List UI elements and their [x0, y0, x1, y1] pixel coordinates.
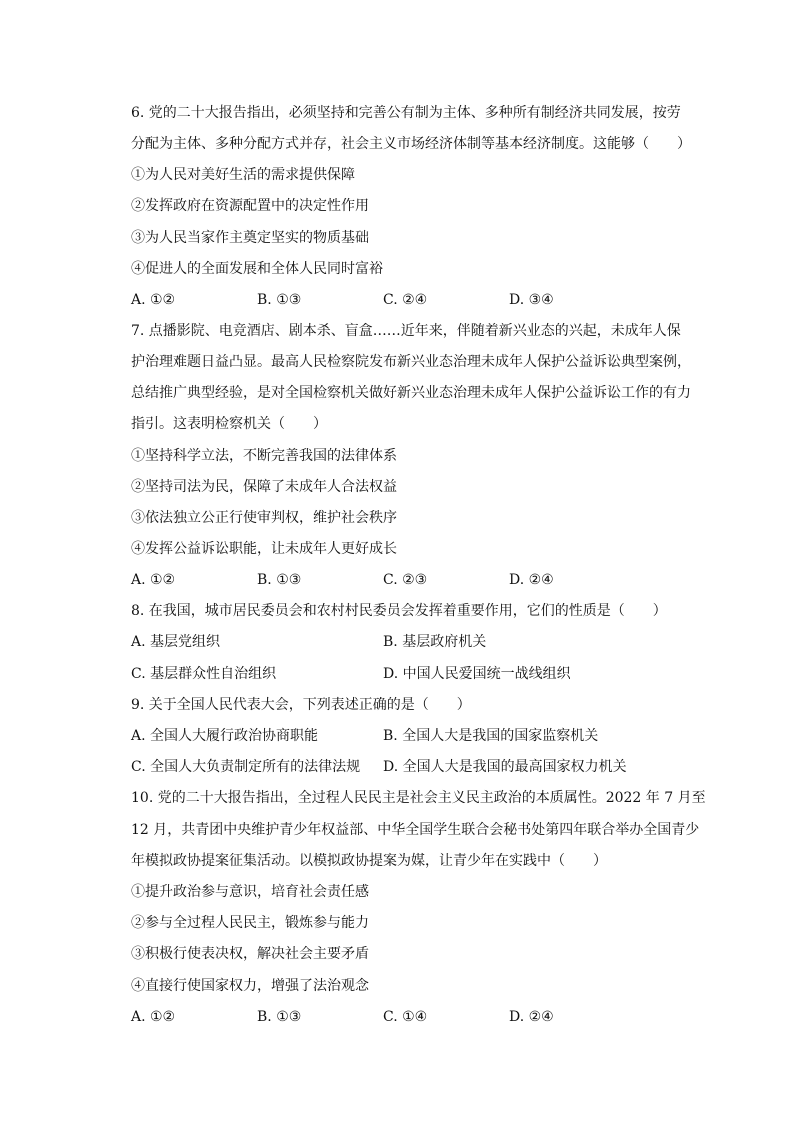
option-d[interactable]: D. ②④ [509, 572, 554, 588]
question-stem-line: 12 月，共青团中央维护青少年权益部、中华全国学生联合会秘书处第四年联合举办全国青少 [131, 822, 700, 838]
question-stem-line: 指引。这表明检察机关（ ） [131, 416, 327, 432]
statement: ④发挥公益诉讼职能，让未成年人更好成长 [131, 541, 397, 557]
statement: ④直接行使国家权力，增强了法治观念 [131, 978, 369, 994]
question-stem-line: 年模拟政协提案征集活动。以模拟政协提案为媒，让青少年在实践中（ ） [131, 853, 607, 869]
question-stem-line: 10. 党的二十大报告指出，全过程人民民主是社会主义民主政治的本质属性。2022 年 7 月至 [131, 790, 706, 806]
question-stem-line: 9. 关于全国人民代表大会，下列表述正确的是（ ） [131, 697, 471, 713]
option-b[interactable]: B. 全国人大是我国的国家监察机关 [383, 728, 599, 744]
question-stem-line: 分配为主体、多种分配方式并存，社会主义市场经济体制等基本经济制度。这能够（ ） [131, 136, 691, 152]
option-c[interactable]: C. ②④ [383, 292, 428, 308]
statement: ③依法独立公正行使审判权，维护社会秩序 [131, 510, 397, 526]
option-b[interactable]: B. ①③ [257, 292, 302, 308]
statement: ④促进人的全面发展和全体人民同时富裕 [131, 261, 383, 277]
option-a[interactable]: A. ①② [131, 1009, 176, 1025]
option-c[interactable]: C. 全国人大负责制定所有的法律法规 [131, 759, 361, 775]
option-c[interactable]: C. 基层群众性自治组织 [131, 666, 277, 682]
option-d[interactable]: D. ③④ [509, 292, 554, 308]
option-c[interactable]: C. ①④ [383, 1009, 428, 1025]
question-stem-line: 7. 点播影院、电竞酒店、剧本杀、盲盒……近年来，伴随着新兴业态的兴起，未成年人保 [131, 323, 681, 339]
option-a[interactable]: A. 基层党组织 [131, 634, 221, 650]
statement: ③积极行使表决权，解决社会主要矛盾 [131, 946, 369, 962]
statement: ②参与全过程人民民主，锻炼参与能力 [131, 915, 369, 931]
statement: ①提升政治参与意识，培育社会责任感 [131, 884, 369, 900]
statement: ②发挥政府在资源配置中的决定性作用 [131, 198, 369, 214]
statement: ①为人民对美好生活的需求提供保障 [131, 167, 355, 183]
question-stem-line: 总结推广典型经验，是对全国检察机关做好新兴业态治理未成年人保护公益诉讼工作的有力 [131, 385, 691, 401]
option-a[interactable]: A. 全国人大履行政治协商职能 [131, 728, 319, 744]
option-b[interactable]: B. ①③ [257, 572, 302, 588]
option-a[interactable]: A. ①② [131, 572, 176, 588]
option-b[interactable]: B. ①③ [257, 1009, 302, 1025]
statement: ③为人民当家作主奠定坚实的物质基础 [131, 230, 369, 246]
option-a[interactable]: A. ①② [131, 292, 176, 308]
option-c[interactable]: C. ②③ [383, 572, 428, 588]
question-stem-line: 8. 在我国，城市居民委员会和农村村民委员会发挥着重要作用，它们的性质是（ ） [131, 603, 667, 619]
statement: ①坚持科学立法，不断完善我国的法律体系 [131, 448, 397, 464]
question-stem-line: 6. 党的二十大报告指出，必须坚持和完善公有制为主体、多种所有制经济共同发展，按劳 [131, 105, 681, 121]
option-d[interactable]: D. ②④ [509, 1009, 554, 1025]
statement: ②坚持司法为民，保障了未成年人合法权益 [131, 479, 397, 495]
question-stem-line: 护治理难题日益凸显。最高人民检察院发布新兴业态治理未成年人保护公益诉讼典型案例， [131, 354, 691, 370]
option-d[interactable]: D. 全国人大是我国的最高国家权力机关 [383, 759, 627, 775]
option-b[interactable]: B. 基层政府机关 [383, 634, 487, 650]
option-d[interactable]: D. 中国人民爱国统一战线组织 [383, 666, 571, 682]
